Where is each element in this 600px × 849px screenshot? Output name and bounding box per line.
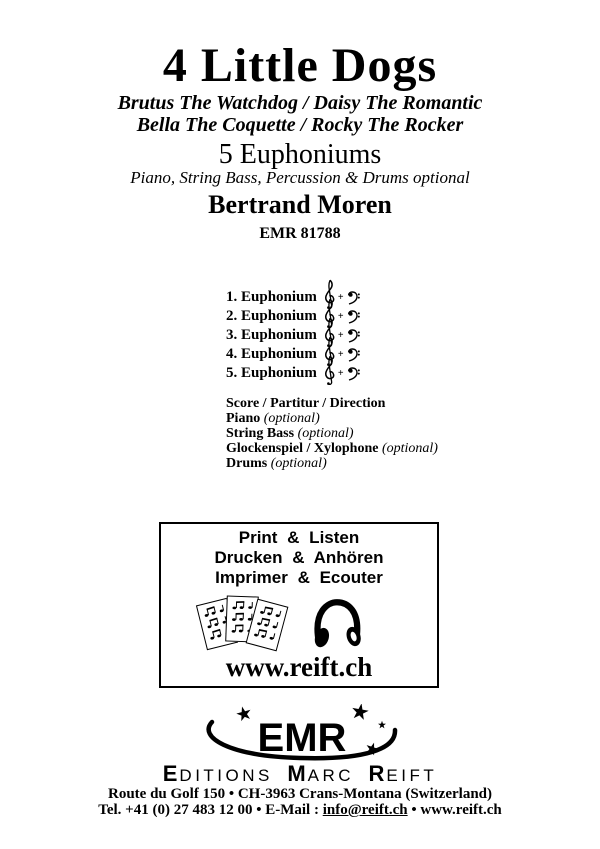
- bass-clef-icon: [346, 329, 360, 343]
- edition-name: Score / Partitur / Direction: [226, 396, 386, 411]
- bass-clef-icon: [346, 310, 360, 324]
- print-listen-line-fr: Imprimer & Ecouter: [215, 568, 383, 587]
- edition-row: [226, 456, 438, 471]
- ensemble-title: 5 Euphoniums: [218, 139, 382, 170]
- logo-text: EMR: [257, 716, 347, 760]
- part-label: 5. Euphonium: [226, 365, 317, 381]
- contact-website: www.reift.ch: [420, 802, 502, 818]
- clef-plus-sign: +: [337, 368, 344, 379]
- edition-note: (optional): [297, 426, 354, 441]
- publisher-word: [162, 761, 273, 786]
- edition-name: Piano: [226, 411, 261, 426]
- contact-separator: •: [407, 802, 421, 818]
- catalog-number: EMR 81788: [259, 225, 341, 242]
- publisher-word: [287, 761, 355, 786]
- edition-note: (optional): [263, 411, 320, 426]
- part-label: 1. Euphonium: [226, 289, 317, 305]
- editions-list: [226, 396, 438, 471]
- publisher-address: Route du Golf 150 • CH-3963 Crans-Montana (Switzerland): [108, 786, 492, 802]
- bass-clef-icon: [346, 367, 360, 381]
- part-label: 4. Euphonium: [226, 346, 317, 362]
- contact-prefix: Tel. +41 (0) 27 483 12 00 • E-Mail :: [98, 802, 323, 818]
- part-label: 2. Euphonium: [226, 308, 317, 324]
- clef-plus-sign: +: [337, 311, 344, 322]
- page-title: 4 Little Dogs: [162, 39, 438, 92]
- headphones-icon: [311, 596, 363, 650]
- print-listen-box: [159, 522, 439, 688]
- publisher-contact: [0, 802, 600, 819]
- edition-note: (optional): [270, 456, 327, 471]
- print-listen-icons: [161, 594, 437, 656]
- part-row: [226, 325, 360, 344]
- parts-list: [226, 287, 360, 382]
- logo-star: [378, 721, 386, 729]
- edition-row: [226, 441, 438, 456]
- publisher-word-rest: EIFT: [386, 766, 438, 785]
- clef-plus-sign: +: [337, 330, 344, 341]
- edition-name: Drums: [226, 456, 268, 471]
- edition-name: String Bass: [226, 426, 295, 441]
- print-listen-lines: [161, 528, 437, 588]
- edition-name: Glockenspiel / Xylophone: [226, 441, 379, 456]
- subtitle: [0, 92, 600, 136]
- edition-note: (optional): [381, 441, 438, 456]
- edition-row: [226, 396, 438, 411]
- part-row: [226, 287, 360, 306]
- part-row: [226, 306, 360, 325]
- publisher-word-rest: DITIONS: [179, 766, 273, 785]
- part-row: [226, 363, 360, 382]
- ensemble-note: Piano, String Bass, Percussion & Drums optional: [130, 168, 470, 187]
- publisher-name: [0, 761, 600, 787]
- email-link[interactable]: info@reift.ch: [322, 802, 408, 818]
- publisher-initial: E: [162, 761, 180, 786]
- website-text: www.reift.ch: [225, 652, 373, 682]
- print-listen-line-en: Print & Listen: [238, 528, 360, 547]
- clef-plus-sign: +: [337, 349, 344, 360]
- edition-row: [226, 426, 438, 441]
- bass-clef-icon: [346, 291, 360, 305]
- part-row: [226, 344, 360, 363]
- publisher-initial: M: [287, 761, 308, 786]
- bass-clef-icon: [346, 348, 360, 362]
- logo-star: [351, 704, 370, 720]
- treble-clef-icon: [322, 355, 336, 385]
- composer-name: Bertrand Moren: [208, 190, 392, 219]
- logo-star: [235, 705, 253, 722]
- print-listen-line-de: Drucken & Anhören: [214, 548, 384, 567]
- edition-row: [226, 411, 438, 426]
- publisher-word-rest: ARC: [307, 766, 355, 785]
- publisher-initial: R: [368, 761, 387, 786]
- clef-plus-sign: +: [337, 292, 344, 303]
- subtitle-line-1: Brutus The Watchdog / Daisy The Romantic: [117, 92, 483, 114]
- sheet-music-icon: [201, 596, 291, 656]
- publisher-word: [368, 761, 438, 786]
- subtitle-line-2: Bella The Coquette / Rocky The Rocker: [136, 114, 464, 136]
- part-label: 3. Euphonium: [226, 327, 317, 343]
